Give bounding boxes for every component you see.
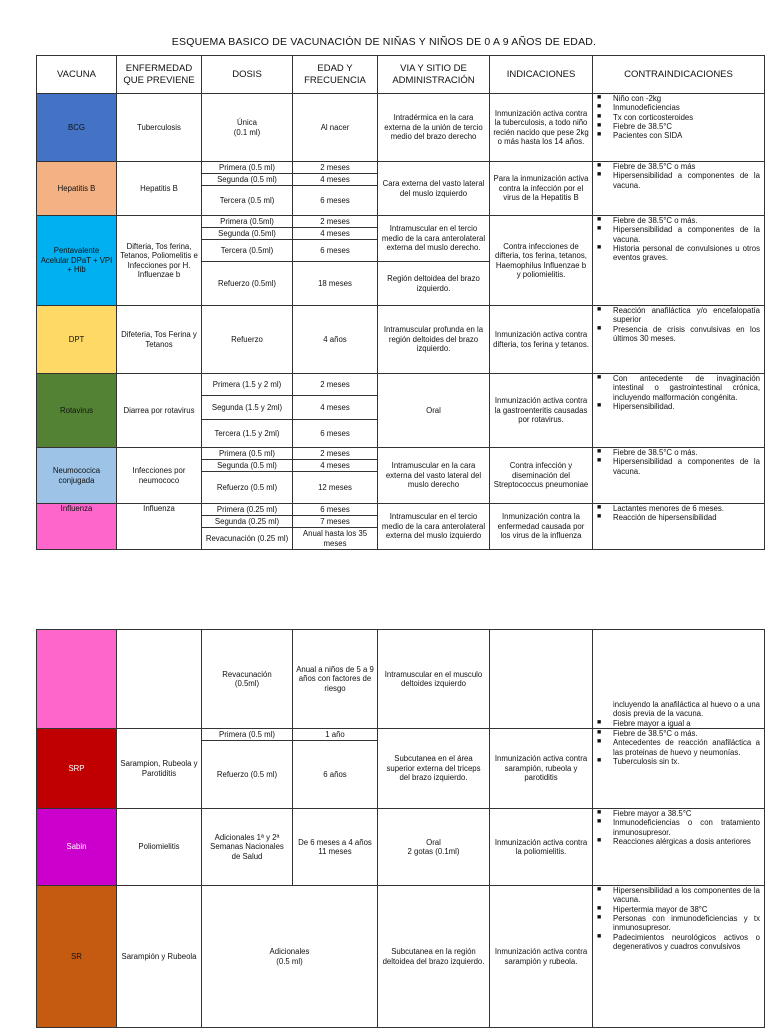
dose-cell: Tercera (1.5 y 2ml)	[202, 420, 293, 448]
table-row	[37, 886, 765, 1028]
dose-cell: Refuerzo (0.5ml)	[202, 262, 293, 306]
contraindication-item: ■ Hipersensibilidad a los componentes de la vacuna.	[595, 886, 760, 905]
dose-cell: Segunda (0.5ml)	[202, 228, 293, 240]
contraindication-cell	[593, 374, 765, 448]
age-cell: 12 meses	[293, 472, 378, 504]
disease-cell: Tuberculosis	[117, 94, 202, 162]
indication-cell: Inmunización activa contra sarampión, rubeola y parotiditis	[490, 729, 593, 809]
age-cell: 6 años	[293, 741, 378, 809]
vaccine-cell-pentavalente: Pentavalente Acelular DPaT + VPI + Hib	[37, 216, 117, 306]
header-via: VIA Y SITIO DE ADMINISTRACIÓN	[378, 56, 490, 94]
disease-cell: Difeteria, Tos Ferina y Tetanos	[117, 306, 202, 374]
contraindication-item: ■ Inmunodeficiencias o con tratamiento inmunosupresor.	[595, 818, 760, 837]
dose-cell: Segunda (0.25 ml)	[202, 516, 293, 528]
dose-cell: Primera (0.5ml)	[202, 216, 293, 228]
contraindication-cell	[593, 809, 765, 886]
table-row	[37, 448, 765, 460]
dose-cell: Adicionales 1ª y 2ª Semanas Nacionales de Salud	[202, 809, 293, 886]
contraindication-item: ■ Hipersensibilidad a componentes de la vacuna.	[595, 171, 760, 190]
table-row	[37, 729, 765, 741]
indication-cell: Inmunización contra la enfermedad causada por los virus de la influenza	[490, 504, 593, 550]
dose-cell: Refuerzo	[202, 306, 293, 374]
header-vacuna: VACUNA	[37, 56, 117, 94]
age-cell: 7 meses	[293, 516, 378, 528]
contraindication-item: ■ Antecedentes de reacción anafiláctica a las proteinas de huevo y neumonías.	[595, 738, 760, 757]
indication-cell: Inmunización activa contra la tuberculosis, a todo niño recién nacido que pese 2kg o más hasta los 14 años.	[490, 94, 593, 162]
age-cell: 2 meses	[293, 216, 378, 228]
dose-cell: Única (0.1 ml)	[202, 94, 293, 162]
table-row	[37, 630, 765, 729]
contraindication-cell	[593, 306, 765, 374]
dose-cell: Refuerzo (0.5 ml)	[202, 472, 293, 504]
dose-cell: Refuerzo (0.5 ml)	[202, 741, 293, 809]
age-cell: Al nacer	[293, 94, 378, 162]
disease-cell: Sarampión y Rubeola	[117, 886, 202, 1028]
dose-cell: Primera (0.5 ml)	[202, 448, 293, 460]
contraindication-item: ■ Fiebre de 38.5°C	[595, 122, 760, 131]
age-cell: 2 meses	[293, 374, 378, 396]
vaccine-cell-bcg: BCG	[37, 94, 117, 162]
route-cell: Oral 2 gotas (0.1ml)	[378, 809, 490, 886]
contraindication-item: ■ Hipersensibilidad.	[595, 402, 760, 411]
age-cell: 4 meses	[293, 228, 378, 240]
disease-cell: Diarrea por rotavirus	[117, 374, 202, 448]
table-row	[37, 809, 765, 886]
contraindication-item: ■ Fiebre de 38.5°C o más.	[595, 216, 760, 225]
vaccine-cell-influenza: Influenza	[37, 504, 117, 550]
vaccination-table-continued	[36, 629, 765, 1028]
table-row	[37, 162, 765, 174]
dose-cell: Primera (0.25 ml)	[202, 504, 293, 516]
vaccine-cell-sabin: Sabin	[37, 809, 117, 886]
dose-cell: Revacunación (0.5ml)	[202, 630, 293, 729]
dose-cell: Primera (0.5 ml)	[202, 729, 293, 741]
disease-cell: Influenza	[117, 504, 202, 550]
contraindication-item: ■ Hipersensibilidad a componentes de la vacuna.	[595, 225, 760, 244]
contraindication-item: ■ Reacción anafiláctica y/o encefalopatía superior	[595, 306, 760, 325]
dose-cell: Revacunación (0.25 ml)	[202, 528, 293, 550]
contraindication-item: ■ Fiebre mayor a 38.5°C	[595, 809, 760, 818]
contraindication-cell	[593, 448, 765, 504]
disease-cell: Hepatitis B	[117, 162, 202, 216]
age-cell: 4 meses	[293, 460, 378, 472]
dose-cell: Primera (1.5 y 2 ml)	[202, 374, 293, 396]
age-cell: De 6 meses a 4 años 11 meses	[293, 809, 378, 886]
route-cell: Oral	[378, 374, 490, 448]
contraindication-item: ■ Tuberculosis sin tx.	[595, 757, 760, 766]
contraindication-cell	[593, 162, 765, 216]
header-dosis: DOSIS	[202, 56, 293, 94]
vaccine-cell-sr: SR	[37, 886, 117, 1028]
contraindication-item: ■ Personas con inmunodeficiencias y tx inmunosupresor.	[595, 914, 760, 933]
disease-cell: Sarampion, Rubeola y Parotiditis	[117, 729, 202, 809]
route-cell: Intramuscular en el tercio medio de la cara anterolateral externa del muslo izquierdo	[378, 504, 490, 550]
age-cell: Anual hasta los 35 meses	[293, 528, 378, 550]
indication-cell	[490, 630, 593, 729]
disease-cell: Poliomielitis	[117, 809, 202, 886]
age-cell: 4 meses	[293, 396, 378, 420]
contraindication-item: ■ Hipertermia mayor de 38°C	[595, 905, 760, 914]
contraindication-cell	[593, 94, 765, 162]
header-row	[37, 56, 765, 94]
dose-cell: Segunda (0.5 ml)	[202, 460, 293, 472]
vaccine-cell-influenza-cont	[37, 630, 117, 729]
route-cell: Subcutanea en el área superior externa del triceps del brazo izquierdo.	[378, 729, 490, 809]
contraindication-item: ■ Con antecedente de invaginación intestinal o gastrointestinal crónica, incluyendo malformación congénita.	[595, 374, 760, 402]
contraindication-list	[595, 738, 760, 766]
contraindication-item: ■ Presencia de crisis convulsivas en los últimos 30 meses.	[595, 325, 760, 344]
contraindication-item: ■ Reacción de hipersensibilidad	[595, 513, 760, 522]
table-row	[37, 94, 765, 162]
route-cell: Región deltoidea del brazo izquierdo.	[378, 262, 490, 306]
disease-cell: Difteria, Tos ferina, Tetanos, Poliomelitis e Infecciones por H. Influenzae b	[117, 216, 202, 306]
contraindication-cell	[593, 886, 765, 1028]
indication-cell: Contra infecciones de difteria, tos ferina, tetanos, Haemophilus Influenzae b y poliomielitis.	[490, 216, 593, 306]
dose-cell: Tercera (0.5ml)	[202, 240, 293, 262]
contraindication-item: ■ Inmunodeficiencias	[595, 103, 760, 112]
dose-cell: Segunda (1.5 y 2ml)	[202, 396, 293, 420]
age-cell: 18 meses	[293, 262, 378, 306]
contraindication-item: ■ Pacientes con SIDA	[595, 131, 760, 140]
contraindication-item: ■ Fiebre de 38.5°C o más.	[595, 448, 760, 457]
vaccine-cell-dpt: DPT	[37, 306, 117, 374]
page-title: ESQUEMA BASICO DE VACUNACIÓN DE NIÑAS Y NIÑOS DE 0 A 9 AÑOS DE EDAD.	[171, 36, 597, 48]
contraindication-item: ■ Hipersensibilidad a componentes de la vacuna.	[595, 457, 760, 476]
age-cell: 6 meses	[293, 240, 378, 262]
age-cell: 2 meses	[293, 448, 378, 460]
dose-cell: Adicionales (0.5 ml)	[202, 886, 378, 1028]
table-row	[37, 216, 765, 228]
route-cell: Intramuscular profunda en la región deltoides del brazo izquierdo.	[378, 306, 490, 374]
indication-cell: Inmunización activa contra la gastroenteritis causadas por rotavirus.	[490, 374, 593, 448]
disease-cell: Infecciones por neumococo	[117, 448, 202, 504]
dose-cell: Segunda (0.5 ml)	[202, 174, 293, 186]
contraindication-item: ■ Tx con corticosteroides	[595, 113, 760, 122]
route-cell: Cara externa del vasto lateral del muslo izquierdo	[378, 162, 490, 216]
route-cell: Intramuscular en la cara externa del vasto lateral del muslo derecho	[378, 448, 490, 504]
contraindication-item: ■ Fiebre mayor a igual a	[595, 719, 760, 728]
indication-cell: Para la inmunización activa contra la infección por el virus de la Hepatitis B	[490, 162, 593, 216]
table-row	[37, 374, 765, 396]
contraindication-continued: incluyendo la anafiláctica al huevo o a una dosis previa de la vacuna.	[613, 699, 760, 719]
contraindication-cell	[593, 504, 765, 550]
dose-cell: Tercera (0.5 ml)	[202, 186, 293, 216]
route-cell: Subcutanea en la región deltoidea del brazo izquierdo.	[378, 886, 490, 1028]
age-cell: 1 año	[293, 729, 378, 741]
contraindication-item: ■ Padecimientos neurológicos activos o degenerativos y cuadros convulsivos	[595, 933, 760, 952]
age-cell: 4 años	[293, 306, 378, 374]
contraindication-item: ■ Lactantes menores de 6 meses.	[595, 504, 760, 513]
vaccine-cell-rotavirus: Rotavirus	[37, 374, 117, 448]
vaccine-cell-srp: SRP	[37, 729, 117, 809]
disease-cell	[117, 630, 202, 729]
contraindication-item: ■ Historia personal de convulsiones u otros eventos graves.	[595, 244, 760, 263]
header-enfermedad: ENFERMEDAD QUE PREVIENE	[117, 56, 202, 94]
route-cell: Intradérmica en la cara externa de la unión de tercio medio del brazo derecho	[378, 94, 490, 162]
indication-cell: Contra infección y diseminación del Streptococcus pneumoniae	[490, 448, 593, 504]
table-row	[37, 504, 765, 516]
contraindication-cell	[593, 216, 765, 306]
header-edad: EDAD Y FRECUENCIA	[293, 56, 378, 94]
age-cell: 6 meses	[293, 420, 378, 448]
contraindication-cell	[593, 630, 765, 729]
age-cell: 4 meses	[293, 174, 378, 186]
indication-cell: Inmunización activa contra la poliomielitis.	[490, 809, 593, 886]
contraindication-item: ■ Niño con -2kg	[595, 94, 760, 103]
indication-cell: Inmunización activa contra sarampión y rubeola.	[490, 886, 593, 1028]
route-cell: Intramuscular en el musculo deltoides izquierdo	[378, 630, 490, 729]
contraindication-item: ■ Reacciones alérgicas a dosis anteriores	[595, 837, 760, 846]
age-cell: Anual a niños de 5 a 9 años con factores de riesgo	[293, 630, 378, 729]
vaccination-table	[36, 55, 765, 550]
contraindication-item: ■ Fiebre de 38.5°C o más	[595, 162, 760, 171]
header-contraindicaciones: CONTRAINDICACIONES	[593, 56, 765, 94]
table-row	[37, 306, 765, 374]
header-indicaciones: INDICACIONES	[490, 56, 593, 94]
dose-cell: Primera (0.5 ml)	[202, 162, 293, 174]
route-cell: Intramuscular en el tercio medio de la cara anterolateral externa del muslo derecho.	[378, 216, 490, 262]
vaccine-cell-neumococica: Neumococica conjugada	[37, 448, 117, 504]
vaccine-cell-hepatitis: Hepatitis B	[37, 162, 117, 216]
contraindication-item: ■ Fiebre de 38.5°C o más.	[595, 729, 760, 738]
indication-cell: Inmunización activa contra difteria, tos ferina y tetanos.	[490, 306, 593, 374]
age-cell: 6 meses	[293, 504, 378, 516]
age-cell: 6 meses	[293, 186, 378, 216]
contraindication-cell	[593, 729, 765, 809]
age-cell: 2 meses	[293, 162, 378, 174]
